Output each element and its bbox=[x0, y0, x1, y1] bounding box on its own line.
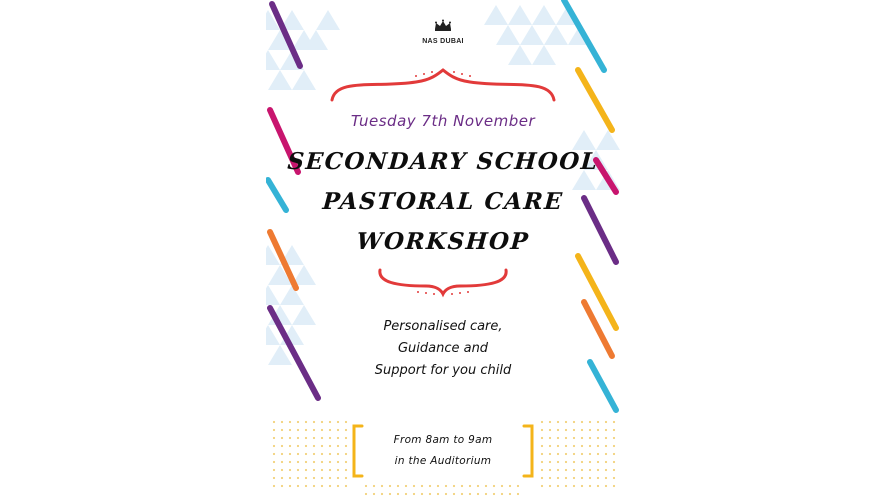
dot bbox=[313, 477, 315, 479]
dot bbox=[321, 485, 323, 487]
crown-icon bbox=[433, 19, 453, 33]
brand-block bbox=[266, 18, 620, 45]
dot bbox=[597, 469, 599, 471]
top-flourish bbox=[332, 70, 554, 100]
event-title-line: WORKSHOP bbox=[355, 228, 531, 255]
dot bbox=[485, 485, 487, 487]
brand-name: NAS DUBAI bbox=[422, 38, 464, 45]
dot bbox=[517, 485, 519, 487]
dot bbox=[581, 429, 583, 431]
dot bbox=[565, 469, 567, 471]
dot bbox=[613, 477, 615, 479]
dot bbox=[321, 421, 323, 423]
dot bbox=[281, 429, 283, 431]
event-poster bbox=[266, 0, 620, 499]
dot bbox=[365, 493, 367, 495]
dot bbox=[297, 477, 299, 479]
dot bbox=[493, 493, 495, 495]
dot bbox=[289, 469, 291, 471]
dot bbox=[597, 429, 599, 431]
dot bbox=[509, 485, 511, 487]
dot bbox=[485, 493, 487, 495]
dot bbox=[329, 469, 331, 471]
dot bbox=[313, 429, 315, 431]
dot bbox=[413, 493, 415, 495]
dot bbox=[273, 421, 275, 423]
dot bbox=[453, 485, 455, 487]
event-description-line: Personalised care, bbox=[383, 319, 503, 334]
triangle-pattern bbox=[266, 5, 620, 365]
dot bbox=[477, 493, 479, 495]
dot bbox=[573, 469, 575, 471]
dot bbox=[605, 477, 607, 479]
dot bbox=[589, 477, 591, 479]
dot bbox=[461, 493, 463, 495]
dot bbox=[445, 485, 447, 487]
event-description-line: Guidance and bbox=[397, 341, 489, 356]
dot bbox=[381, 485, 383, 487]
dot bbox=[565, 485, 567, 487]
dot bbox=[437, 493, 439, 495]
dot bbox=[337, 429, 339, 431]
dot bbox=[605, 429, 607, 431]
dot bbox=[281, 477, 283, 479]
dot bbox=[573, 477, 575, 479]
dot bbox=[445, 493, 447, 495]
dot bbox=[541, 421, 543, 423]
dot bbox=[289, 429, 291, 431]
dot bbox=[437, 485, 439, 487]
dot bbox=[337, 421, 339, 423]
dot bbox=[557, 429, 559, 431]
dot bbox=[373, 493, 375, 495]
dot bbox=[573, 485, 575, 487]
dot bbox=[389, 493, 391, 495]
event-title-line: SECONDARY SCHOOL bbox=[286, 148, 600, 175]
dot bbox=[613, 421, 615, 423]
dot bbox=[321, 429, 323, 431]
dot bbox=[381, 493, 383, 495]
dot bbox=[345, 429, 347, 431]
dot bbox=[389, 485, 391, 487]
dot bbox=[557, 485, 559, 487]
dot bbox=[329, 477, 331, 479]
dot bbox=[517, 493, 519, 495]
event-description-line: Support for you child bbox=[374, 363, 512, 378]
dot bbox=[581, 421, 583, 423]
dot bbox=[469, 493, 471, 495]
dot bbox=[453, 493, 455, 495]
dot bbox=[397, 493, 399, 495]
dot bbox=[565, 477, 567, 479]
dot bbox=[541, 429, 543, 431]
dot bbox=[477, 485, 479, 487]
dot bbox=[321, 469, 323, 471]
dot bbox=[281, 421, 283, 423]
dot bbox=[493, 485, 495, 487]
dot bbox=[429, 485, 431, 487]
dot bbox=[597, 421, 599, 423]
dot bbox=[589, 429, 591, 431]
dot bbox=[557, 421, 559, 423]
dot bbox=[549, 469, 551, 471]
dot bbox=[597, 485, 599, 487]
dot bbox=[573, 421, 575, 423]
dot bbox=[289, 421, 291, 423]
dot bbox=[337, 485, 339, 487]
dot bbox=[501, 493, 503, 495]
dot bbox=[541, 469, 543, 471]
dot bbox=[345, 469, 347, 471]
dot bbox=[589, 469, 591, 471]
dot bbox=[565, 429, 567, 431]
dot bbox=[305, 429, 307, 431]
dot bbox=[541, 485, 543, 487]
dot bbox=[589, 485, 591, 487]
dot bbox=[421, 493, 423, 495]
dot bbox=[313, 469, 315, 471]
dot bbox=[321, 477, 323, 479]
dot bbox=[421, 485, 423, 487]
dot bbox=[305, 421, 307, 423]
dot bbox=[405, 485, 407, 487]
dot bbox=[557, 477, 559, 479]
dot bbox=[613, 469, 615, 471]
dot bbox=[297, 485, 299, 487]
dot bbox=[549, 477, 551, 479]
dot bbox=[345, 477, 347, 479]
dot bbox=[597, 477, 599, 479]
dot bbox=[549, 421, 551, 423]
dot bbox=[581, 477, 583, 479]
dot bbox=[541, 477, 543, 479]
dot bbox=[313, 485, 315, 487]
event-date: Tuesday 7th November bbox=[350, 112, 536, 130]
dot bbox=[405, 493, 407, 495]
dot bbox=[289, 477, 291, 479]
dot bbox=[313, 421, 315, 423]
dot bbox=[289, 485, 291, 487]
event-title-line: PASTORAL CARE bbox=[321, 188, 565, 215]
dot bbox=[429, 493, 431, 495]
dot bbox=[397, 485, 399, 487]
dot bbox=[581, 469, 583, 471]
dot bbox=[413, 485, 415, 487]
dot bbox=[329, 485, 331, 487]
dot bbox=[573, 429, 575, 431]
dot bbox=[297, 469, 299, 471]
dot bbox=[557, 469, 559, 471]
dot bbox=[273, 485, 275, 487]
dot bbox=[373, 485, 375, 487]
dot bbox=[613, 429, 615, 431]
dot bbox=[365, 485, 367, 487]
dot bbox=[281, 485, 283, 487]
dot bbox=[549, 485, 551, 487]
dot bbox=[337, 477, 339, 479]
dot bbox=[461, 485, 463, 487]
dot bbox=[509, 493, 511, 495]
dot bbox=[613, 485, 615, 487]
dot bbox=[581, 485, 583, 487]
dot bbox=[329, 429, 331, 431]
dot bbox=[605, 469, 607, 471]
dot bbox=[345, 485, 347, 487]
dot bbox=[297, 429, 299, 431]
dot bbox=[305, 477, 307, 479]
event-time: From 8am to 9am bbox=[393, 434, 493, 446]
dot bbox=[565, 421, 567, 423]
dot bbox=[273, 429, 275, 431]
dot bbox=[297, 421, 299, 423]
dot bbox=[469, 485, 471, 487]
bottom-flourish bbox=[380, 270, 506, 294]
dot bbox=[501, 485, 503, 487]
dot bbox=[549, 429, 551, 431]
dot bbox=[337, 469, 339, 471]
dot bbox=[305, 469, 307, 471]
dot bbox=[605, 485, 607, 487]
dot bbox=[273, 477, 275, 479]
dot bbox=[605, 421, 607, 423]
dot bbox=[345, 421, 347, 423]
dot bbox=[329, 421, 331, 423]
event-location: in the Auditorium bbox=[394, 455, 492, 467]
dot bbox=[305, 485, 307, 487]
dot bbox=[281, 469, 283, 471]
dot bbox=[273, 469, 275, 471]
dot bbox=[589, 421, 591, 423]
